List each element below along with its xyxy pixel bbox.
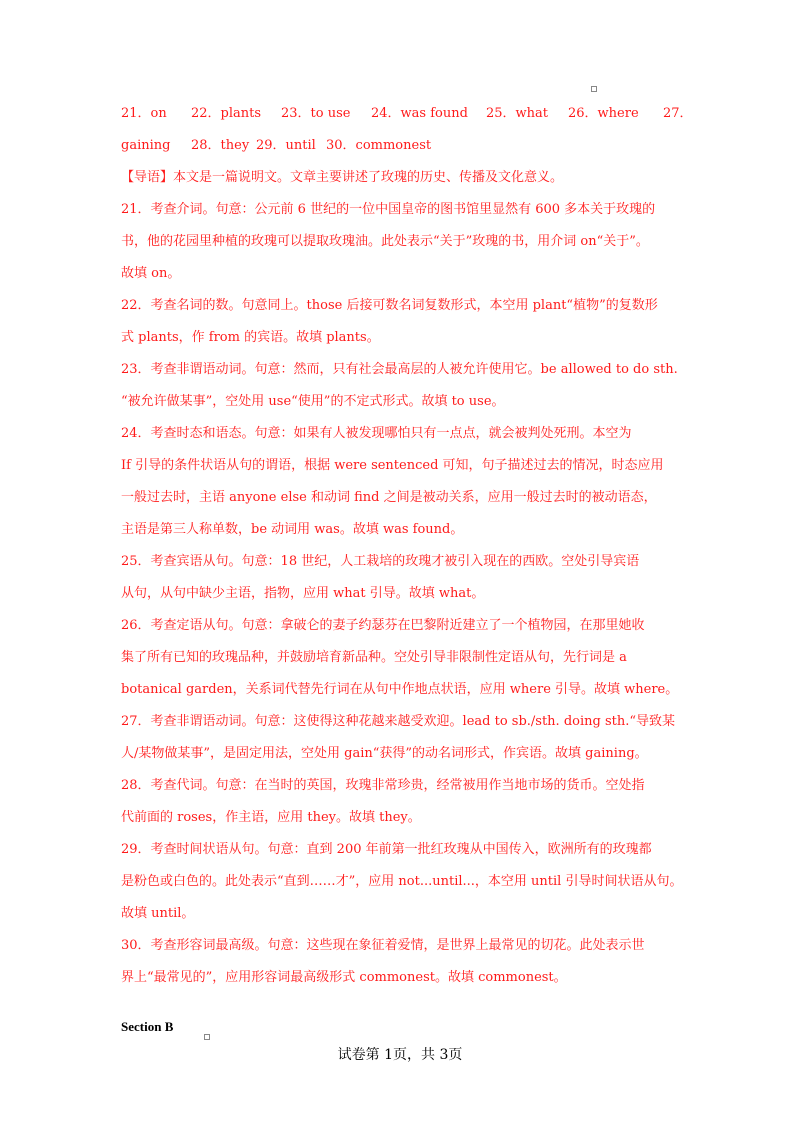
explanation-line: 27．考查非谓语动词。句意：这使得这种花越来越受欢迎。lead to sb./sth. doing sth.“导致某 xyxy=(121,714,675,729)
corner-mark xyxy=(591,86,597,92)
answer-item: 26．where xyxy=(568,106,639,121)
explanation-line: 界上“最常见的”，应用形容词最高级形式 commonest。故填 commonest。 xyxy=(121,970,567,985)
answer-item: 30．commonest xyxy=(326,138,432,153)
explanation-line: 一般过去时，主语 anyone else 和动词 find 之间是被动关系，应用一般过去时的被动语态， xyxy=(121,490,657,505)
explanation-line: 30．考查形容词最高级。句意：这些现在象征着爱情，是世界上最常见的切花。此处表示世 xyxy=(121,938,645,953)
explanation-line: 故填 until。 xyxy=(121,906,195,921)
answer-key-row-1 xyxy=(121,105,721,123)
explanation-line: 25．考查宾语从句。句意：18 世纪，人工栽培的玫瑰才被引入现在的西欧。空处引导宾语 xyxy=(121,554,640,569)
page-footer: 试卷第 1页，共 3页 xyxy=(337,1047,463,1063)
answer-item: 29．until xyxy=(256,138,316,153)
explanation-line: 是粉色或白色的。此处表示“直到……才”，应用 not...until...，本空用 until 引导时间状语从句。 xyxy=(121,874,683,889)
explanation-line: 人/某物做某事”，是固定用法，空处用 gain“获得”的动名词形式，作宾语。故填 gaining。 xyxy=(121,746,648,761)
explanation-line: “被允许做某事”，空处用 use“使用”的不定式形式。故填 to use。 xyxy=(121,394,505,409)
explanation-line: 集了所有已知的玫瑰品种，并鼓励培育新品种。空处引导非限制性定语从句，先行词是 a xyxy=(121,650,627,665)
answer-item: 21．on xyxy=(121,106,167,121)
answer-item: 23．to use xyxy=(281,106,351,121)
answer-item: gaining xyxy=(121,138,171,153)
answer-item: 25．what xyxy=(486,106,549,121)
explanation-line: 23．考查非谓语动词。句意：然而，只有社会最高层的人被允许使用它。be allowed to do sth. xyxy=(121,362,678,377)
answer-item: 22．plants xyxy=(191,106,262,121)
explanation-line: If 引导的条件状语从句的谓语，根据 were sentenced 可知，句子描述过去的情况，时态应用 xyxy=(121,458,664,473)
answer-item: 28．they xyxy=(191,138,250,153)
explanation-line: 28．考查代词。句意：在当时的英国，玫瑰非常珍贵，经常被用作当地市场的货币。空处指 xyxy=(121,778,645,793)
answer-item: 24．was found xyxy=(371,106,468,121)
explanation-line: botanical garden，关系词代替先行词在从句中作地点状语，应用 where 引导。故填 where。 xyxy=(121,682,679,697)
explanation-line: 29．考查时间状语从句。句意：直到 200 年前第一批红玫瑰从中国传入，欧洲所有的玫瑰都 xyxy=(121,842,652,857)
explanation-line: 主语是第三人称单数，be 动词用 was。故填 was found。 xyxy=(121,522,464,537)
answer-item: 27． xyxy=(663,106,693,121)
explanation-line: 式 plants，作 from 的宾语。故填 plants。 xyxy=(121,330,380,345)
answer-key-row-2 xyxy=(121,137,721,155)
section-heading: Section B xyxy=(121,1019,174,1034)
explanation-line: 22．考查名词的数。句意同上。those 后接可数名词复数形式，本空用 plant“植物”的复数形 xyxy=(121,298,658,313)
explanation-line: 26．考查定语从句。句意：拿破仑的妻子约瑟芬在巴黎附近建立了一个植物园，在那里她收 xyxy=(121,618,645,633)
lead-paragraph: 【导语】本文是一篇说明文。文章主要讲述了玫瑰的历史、传播及文化意义。 xyxy=(121,170,564,185)
explanation-line: 24．考查时态和语态。句意：如果有人被发现哪怕只有一点点，就会被判处死刑。本空为 xyxy=(121,426,632,441)
explanation-line: 21．考查介词。句意：公元前 6 世纪的一位中国皇帝的图书馆里显然有 600 多本关于玫瑰的 xyxy=(121,202,656,217)
explanation-line: 故填 on。 xyxy=(121,266,181,281)
explanation-line: 书，他的花园里种植的玫瑰可以提取玫瑰油。此处表示“关于”玫瑰的书，用介词 on“关于”。 xyxy=(121,234,649,249)
explanation-line: 从句，从句中缺少主语，指物，应用 what 引导。故填 what。 xyxy=(121,586,485,601)
corner-mark xyxy=(204,1034,210,1040)
explanation-line: 代前面的 roses，作主语，应用 they。故填 they。 xyxy=(121,810,421,825)
